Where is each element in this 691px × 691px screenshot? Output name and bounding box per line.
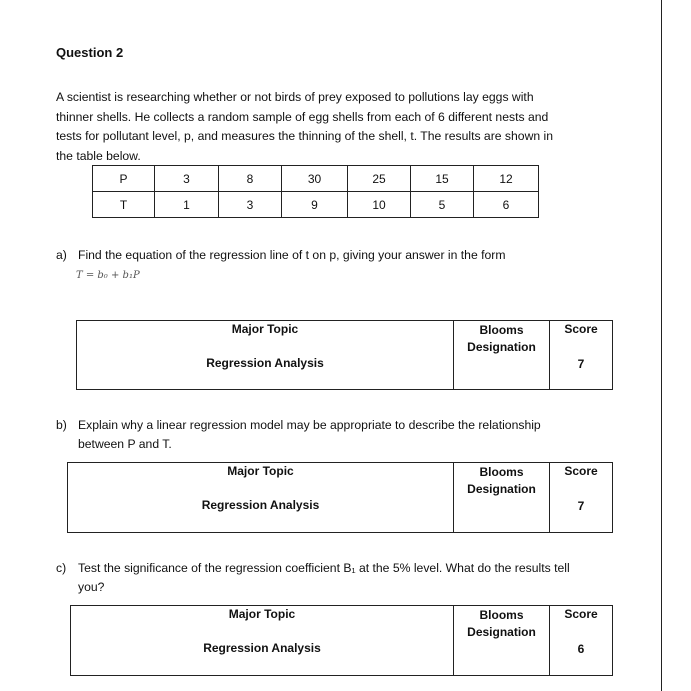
major-topic-value: Regression Analysis	[203, 641, 321, 655]
part-b-text: between P and T.	[78, 437, 172, 451]
blooms-designation-cell	[454, 606, 549, 641]
intro-line: the table below.	[56, 148, 141, 163]
table-cell: 1	[155, 192, 219, 218]
rubric-box-c	[70, 605, 613, 676]
intro-line: thinner shells. He collects a random sample of egg shells from each of 6 different nests and	[56, 109, 549, 124]
designation-label: Designation	[467, 482, 536, 496]
intro-line: A scientist is researching whether or not birds of prey exposed to pollutions lay eggs with	[56, 90, 534, 104]
table-cell: 3	[219, 192, 282, 218]
blooms-designation-cell	[454, 463, 549, 498]
rubric-box-a	[76, 320, 613, 390]
score-cell	[550, 606, 612, 675]
part-a-label: a)	[56, 248, 67, 262]
table-row-p	[93, 166, 539, 192]
designation-label: Designation	[467, 625, 536, 639]
score-label: Score	[564, 607, 598, 621]
part-c-text: Test the significance of the regression coefficient B₁ at the 5% level. What do the results tell	[78, 561, 570, 575]
part-a	[56, 246, 616, 266]
table-cell: 6	[474, 192, 539, 218]
table-cell: 8	[219, 166, 282, 192]
table-cell: 15	[411, 166, 474, 192]
major-topic-value: Regression Analysis	[206, 356, 324, 370]
score-value: 6	[577, 642, 585, 656]
part-a-text: Find the equation of the regression line of t on p, giving your answer in the form	[78, 248, 506, 262]
major-topic-label: Major Topic	[228, 607, 296, 621]
major-topic-label: Major Topic	[227, 464, 294, 478]
table-cell: 25	[348, 166, 411, 192]
major-topic-cell	[77, 321, 453, 389]
score-value: 7	[577, 499, 585, 513]
blooms-designation-cell	[454, 321, 549, 356]
major-topic-label: Major Topic	[231, 322, 299, 336]
regression-formula: T = b₀ + b₁P	[76, 270, 140, 281]
intro-line: tests for pollutant level, p, and measures the thinning of the shell, t. The results are shown in	[56, 129, 554, 143]
part-c-label: c)	[56, 561, 67, 575]
score-cell	[550, 321, 612, 389]
major-topic-value: Regression Analysis	[201, 498, 320, 512]
score-label: Score	[564, 464, 598, 478]
part-c-text: you?	[78, 580, 105, 594]
blooms-label: Blooms	[479, 608, 524, 622]
question-intro	[56, 88, 596, 166]
part-b	[56, 416, 616, 456]
data-table	[92, 165, 539, 218]
score-value: 7	[577, 357, 585, 371]
table-cell: 9	[282, 192, 348, 218]
part-c	[56, 559, 616, 599]
table-row-t	[93, 192, 539, 218]
part-b-text: Explain why a linear regression model may be appropriate to describe the relationship	[78, 418, 541, 432]
part-b-label: b)	[56, 418, 67, 432]
table-cell: 3	[155, 166, 219, 192]
blooms-label: Blooms	[479, 465, 524, 479]
blooms-label: Blooms	[479, 323, 524, 337]
question-title: Question 2	[56, 45, 124, 60]
table-row-header: P	[93, 166, 155, 192]
rubric-box-b	[67, 462, 613, 533]
score-cell	[550, 463, 612, 532]
major-topic-cell	[68, 463, 453, 532]
designation-label: Designation	[467, 340, 536, 354]
table-cell: 30	[282, 166, 348, 192]
page-right-border	[661, 0, 662, 691]
table-row-header: T	[93, 192, 155, 218]
major-topic-cell	[71, 606, 453, 675]
table-cell: 5	[411, 192, 474, 218]
score-label: Score	[564, 322, 598, 336]
table-cell: 12	[474, 166, 539, 192]
table-cell: 10	[348, 192, 411, 218]
